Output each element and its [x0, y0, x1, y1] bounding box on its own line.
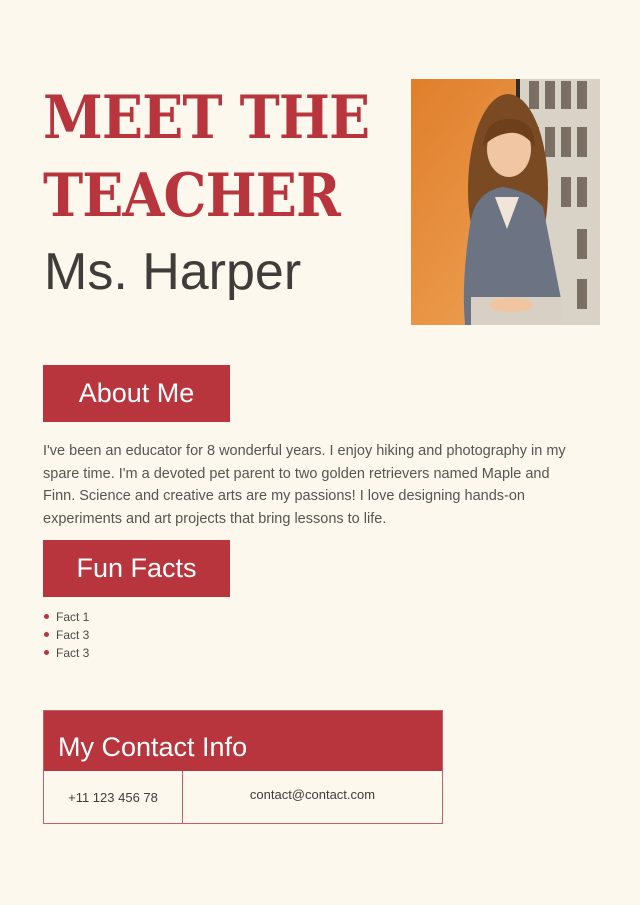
teacher-name: Ms. Harper [44, 243, 302, 301]
about-me-text: I've been an educator for 8 wonderful years. I enjoy hiking and photography in my spare time. I'm a devoted pet parent to two golden retrievers named Maple and Finn. Science and creative arts are my passions! I love designing hands-on experiments and art projects that bring lessons to life. [43, 443, 566, 527]
fun-fact-item [43, 644, 89, 662]
contact-info-box [43, 710, 443, 824]
contact-phone: +11 123 456 78 [44, 771, 183, 824]
fun-fact-text: Fact 1 [56, 610, 90, 624]
title-line-2: TEACHER [43, 161, 340, 231]
teacher-photo [411, 79, 600, 325]
title-line-1: MEET THE [43, 83, 370, 153]
bullet-icon [44, 650, 49, 655]
fun-fact-text: Fact 3 [56, 628, 90, 642]
bullet-icon [44, 614, 49, 619]
about-me-heading: About Me [43, 365, 230, 422]
fun-fact-text: Fact 3 [56, 646, 90, 660]
fun-fact-item [43, 608, 89, 626]
fun-facts-heading: Fun Facts [43, 540, 230, 597]
contact-info-row [44, 771, 442, 824]
fun-fact-item [43, 626, 89, 644]
bullet-icon [44, 632, 49, 637]
fun-facts-list [43, 608, 89, 662]
contact-email: contact@contact.com [249, 787, 376, 802]
contact-info-heading: My Contact Info [44, 711, 442, 771]
